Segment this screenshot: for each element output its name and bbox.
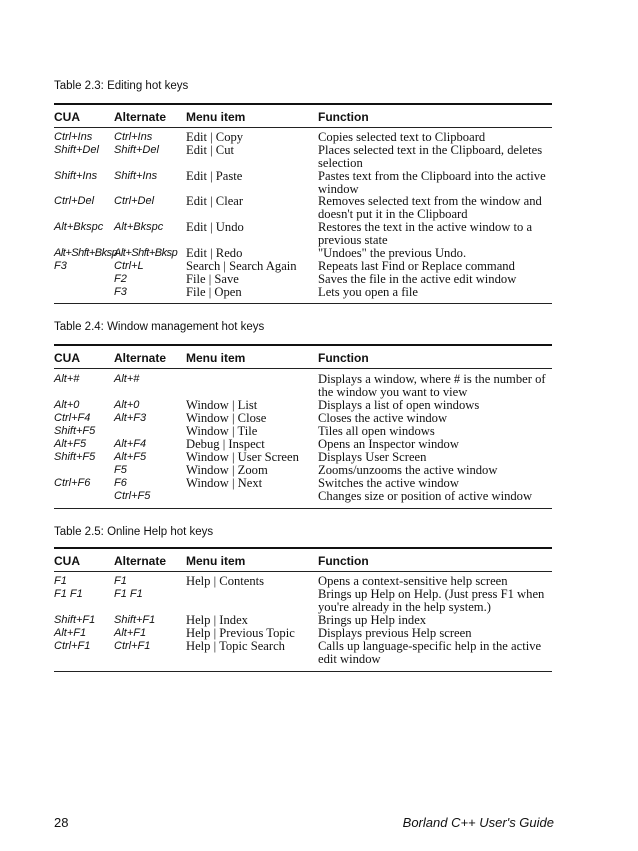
table-bottom-rule	[54, 303, 552, 304]
alternate-key: Ctrl+Del	[114, 195, 155, 207]
cua-key: Alt+F5	[54, 438, 87, 450]
cua-key: Shift+F5	[54, 425, 96, 437]
alternate-key: F6	[114, 477, 127, 489]
cua-key: Alt+F1	[54, 627, 87, 639]
menu-item: Edit | Undo	[186, 220, 244, 234]
menu-item: Help | Contents	[186, 574, 265, 588]
menu-item: Help | Previous Topic	[186, 626, 295, 640]
alternate-key: Ctrl+Ins	[114, 131, 153, 143]
menu-item: Edit | Paste	[186, 169, 243, 183]
function-text: Pastes text from the Clipboard into the active window	[318, 169, 546, 196]
header-menu-item: Menu item	[186, 554, 246, 568]
cua-key: Ctrl+Del	[54, 195, 95, 207]
alternate-key: Ctrl+F1	[114, 640, 151, 652]
alternate-key: Ctrl+F5	[114, 490, 151, 502]
function-text: Displays User Screen	[318, 450, 427, 464]
function-text: Opens an Inspector window	[318, 437, 459, 451]
cua-key: Shift+Del	[54, 144, 99, 156]
table-top-rule	[54, 103, 552, 105]
menu-item: Help | Topic Search	[186, 639, 285, 653]
menu-item: Debug | Inspect	[186, 437, 265, 451]
menu-item: File | Save	[186, 272, 239, 286]
menu-item: Edit | Clear	[186, 194, 244, 208]
function-text: Displays a list of open windows	[318, 398, 480, 412]
alternate-key: Alt+F1	[114, 627, 147, 639]
cua-key: Alt+Shft+Bksp	[54, 247, 118, 259]
menu-item: Edit | Cut	[186, 143, 235, 157]
header-alternate: Alternate	[114, 110, 167, 124]
function-text: Opens a context-sensitive help screen	[318, 574, 508, 588]
table-caption: Table 2.4: Window management hot keys	[54, 321, 265, 333]
function-text: Calls up language-specific help in the active edit window	[318, 639, 542, 666]
function-text: Saves the file in the active edit window	[318, 272, 517, 286]
header-cua: CUA	[54, 110, 80, 124]
menu-item: Window | User Screen	[186, 450, 299, 464]
cua-key: Alt+#	[54, 373, 80, 385]
alternate-key: F2	[114, 273, 127, 285]
alternate-key: F5	[114, 464, 127, 476]
cua-key: Ctrl+Ins	[54, 131, 93, 143]
menu-item: Help | Index	[186, 613, 248, 627]
function-text: Zooms/unzooms the active window	[318, 463, 498, 477]
header-rule	[54, 127, 552, 128]
alternate-key: Ctrl+L	[114, 260, 144, 272]
alternate-key: F1	[114, 575, 127, 587]
cua-key: Shift+F5	[54, 451, 96, 463]
cua-key: Ctrl+F1	[54, 640, 91, 652]
header-rule	[54, 571, 552, 572]
function-text: Closes the active window	[318, 411, 448, 425]
header-cua: CUA	[54, 554, 80, 568]
menu-item: Window | Close	[186, 411, 267, 425]
function-text: Places selected text in the Clipboard, deletes selection	[318, 143, 543, 170]
function-text: Displays previous Help screen	[318, 626, 472, 640]
cua-key: Alt+Bkspc	[54, 221, 104, 233]
cua-key: F1 F1	[54, 588, 83, 600]
header-menu-item: Menu item	[186, 351, 246, 365]
function-text: Changes size or position of active window	[318, 489, 533, 503]
header-cua: CUA	[54, 351, 80, 365]
menu-item: Edit | Copy	[186, 130, 244, 144]
cua-key: Ctrl+F4	[54, 412, 91, 424]
header-function: Function	[318, 351, 369, 365]
table-top-rule	[54, 344, 552, 346]
menu-item: Edit | Redo	[186, 246, 243, 260]
table-top-rule	[54, 547, 552, 549]
alternate-key: Shift+Ins	[114, 170, 158, 182]
alternate-key: F3	[114, 286, 127, 298]
menu-item: Window | Next	[186, 476, 263, 490]
header-alternate: Alternate	[114, 554, 167, 568]
header-menu-item: Menu item	[186, 110, 246, 124]
cua-key: Ctrl+F6	[54, 477, 91, 489]
table-bottom-rule	[54, 671, 552, 672]
alternate-key: Alt+F3	[114, 412, 147, 424]
alternate-key: Shift+F1	[114, 614, 156, 626]
header-function: Function	[318, 110, 369, 124]
function-text: Tiles all open windows	[318, 424, 435, 438]
alternate-key: Shift+Del	[114, 144, 159, 156]
menu-item: Window | Tile	[186, 424, 258, 438]
alternate-key: F1 F1	[114, 588, 143, 600]
function-text: Removes selected text from the window and doesn't put it in the Clipboard	[318, 194, 542, 221]
function-text: Brings up Help on Help. (Just press F1 when you're already in the help system.)	[318, 587, 545, 614]
alternate-key: Alt+F4	[114, 438, 147, 450]
cua-key: Alt+0	[54, 399, 80, 411]
function-text: Brings up Help index	[318, 613, 427, 627]
function-text: Displays a window, where # is the number of the window you want to view	[318, 372, 546, 399]
alternate-key: Alt+#	[114, 373, 140, 385]
function-text: Lets you open a file	[318, 285, 419, 299]
function-text: "Undoes" the previous Undo.	[318, 246, 467, 260]
alternate-key: Alt+F5	[114, 451, 147, 463]
header-function: Function	[318, 554, 369, 568]
function-text: Copies selected text to Clipboard	[318, 130, 486, 144]
menu-item: Search | Search Again	[186, 259, 297, 273]
table-caption: Table 2.3: Editing hot keys	[54, 80, 189, 92]
alternate-key: Alt+0	[114, 399, 140, 411]
menu-item: Window | List	[186, 398, 258, 412]
cua-key: F1	[54, 575, 67, 587]
function-text: Restores the text in the active window to a previous state	[318, 220, 533, 247]
header-alternate: Alternate	[114, 351, 167, 365]
table-caption: Table 2.5: Online Help hot keys	[54, 526, 214, 538]
function-text: Switches the active window	[318, 476, 459, 490]
table-bottom-rule	[54, 508, 552, 509]
menu-item: File | Open	[186, 285, 242, 299]
alternate-key: Alt+Bkspc	[114, 221, 164, 233]
cua-key: Shift+F1	[54, 614, 96, 626]
cua-key: Shift+Ins	[54, 170, 98, 182]
function-text: Repeats last Find or Replace command	[318, 259, 515, 273]
menu-item: Window | Zoom	[186, 463, 268, 477]
page-number: 28	[54, 815, 69, 830]
cua-key: F3	[54, 260, 67, 272]
alternate-key: Alt+Shft+Bksp	[114, 247, 178, 259]
book-title: Borland C++ User's Guide	[402, 815, 554, 830]
header-rule	[54, 368, 552, 369]
